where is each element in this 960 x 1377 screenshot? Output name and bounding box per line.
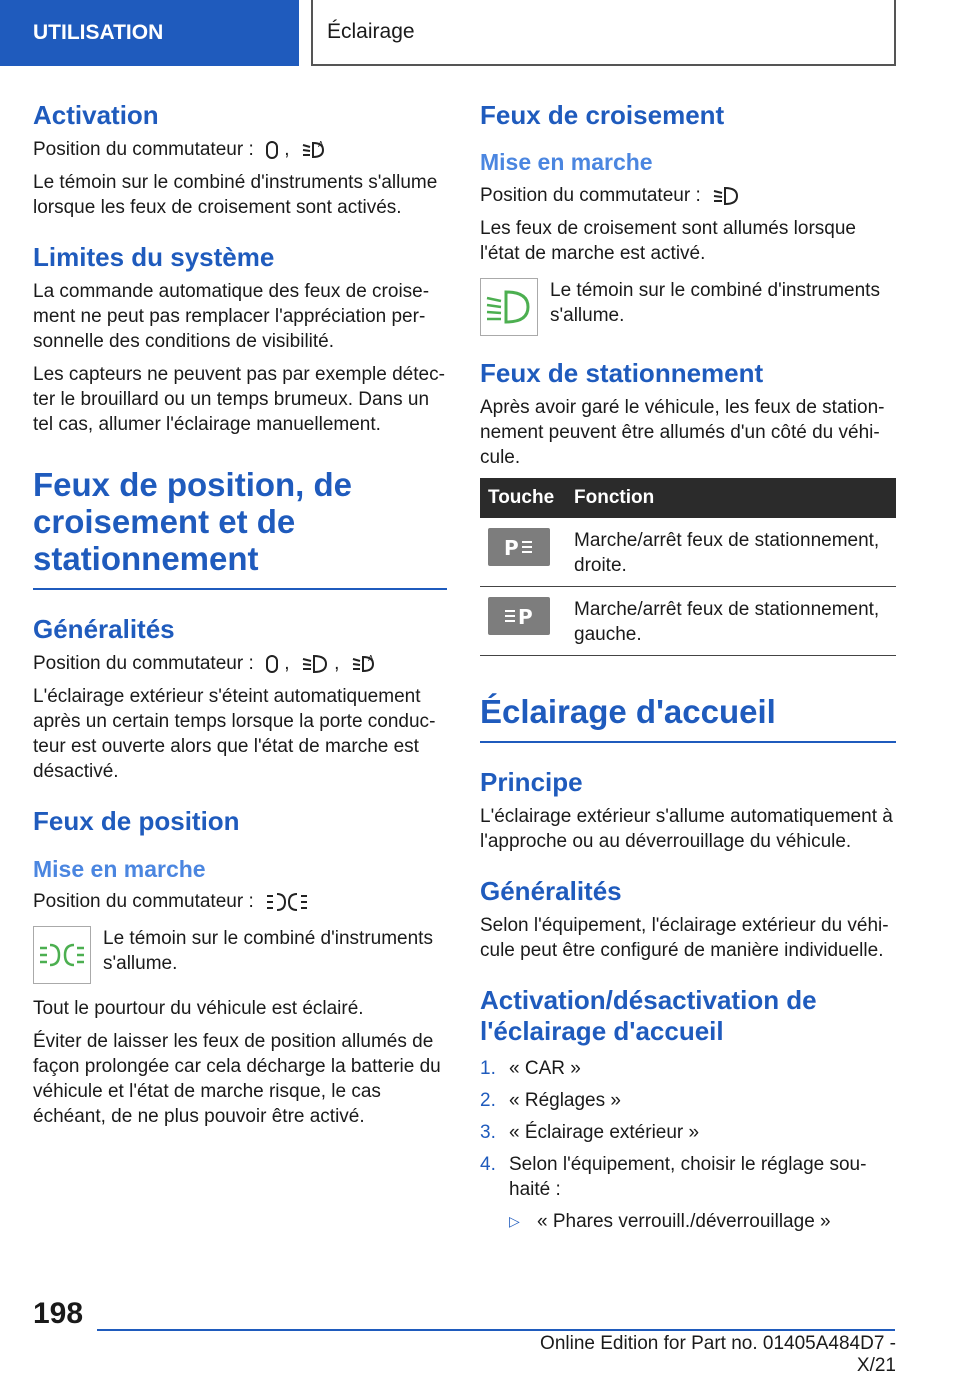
- limits-text-1: La commande automatique des feux de croisement ne peut pas remplacer l'appréciation personnelle des conditions de visibilité.: [33, 281, 430, 353]
- list-item: 1. « CAR »: [480, 1057, 581, 1079]
- triangle-bullet-icon: ▷: [509, 1212, 520, 1229]
- parking-title: Feux de stationnement: [480, 357, 764, 388]
- position-indicator-text: Le témoin sur le combiné d'instruments s'allume.: [103, 928, 433, 975]
- limits-text-2: Les capteurs ne peuvent pas par exemple détecter le brouillard ou un temps brumeux. Dans un tel cas, allumer l'éclairage manuellement.: [33, 364, 445, 436]
- welcome-heading-wrap: [480, 694, 896, 743]
- principle-text: L'éclairage extérieur s'allume automatiquement à l'approche ou au déverrouillage du véhicule.: [480, 806, 893, 853]
- general-switch-line: Position du commutateur : , , A: [33, 651, 447, 676]
- main-heading-wrap: [33, 467, 447, 590]
- main-heading: Feux de position, de croisement et de stationnement: [33, 466, 353, 578]
- low-beam-indicator-icon: [480, 278, 538, 336]
- lowbeam-indicator-text: Le témoin sur le combiné d'instruments s'allume.: [550, 279, 880, 326]
- table-row: [480, 518, 896, 587]
- svg-text:P: P: [504, 535, 519, 558]
- welcome-general-title: Généralités: [480, 876, 622, 907]
- position-switch-line: Position du commutateur :: [33, 889, 447, 914]
- lowbeam-text: Les feux de croisement sont allumés lorsque l'état de marche est activé.: [480, 217, 856, 264]
- principle-section: [480, 767, 896, 854]
- footer-edition: Online Edition for Part no. 01405A484D7 - X/21: [540, 1333, 896, 1376]
- left-column: [33, 100, 447, 1151]
- general-section: [33, 614, 447, 784]
- section-tab: UTILISATION: [0, 0, 299, 66]
- welcome-heading: Éclairage d'accueil: [480, 692, 776, 730]
- list-item: 3. « Éclairage extérieur »: [480, 1121, 700, 1143]
- switch-off-icon: [265, 140, 279, 160]
- position-section: [33, 806, 447, 1129]
- table-header-function: Fonction: [566, 478, 896, 518]
- parking-light-right-button-icon: [488, 528, 550, 566]
- lowbeam-switch-line: Position du commutateur :: [480, 183, 896, 208]
- switch-parking-light-icon: [265, 891, 309, 913]
- footer-divider: [97, 1329, 895, 1331]
- table-header-row: [480, 478, 896, 518]
- welcome-general-section: [480, 876, 896, 963]
- lowbeam-indicator-note: [480, 278, 896, 336]
- lowbeam-subtitle: Mise en marche: [480, 149, 653, 176]
- limits-title: Limites du système: [33, 242, 275, 273]
- limits-section: [33, 242, 447, 437]
- switch-low-beam-icon: [301, 653, 329, 675]
- position-indicator-note: [33, 926, 447, 984]
- position-subtitle: Mise en marche: [33, 855, 206, 882]
- parking-section: [480, 358, 896, 656]
- activation-text: Le témoin sur le combiné d'instruments s'allume lorsque les feux de croisement sont activés.: [33, 172, 438, 219]
- lowbeam-section: [480, 100, 896, 336]
- welcome-general-text: Selon l'équipement, l'éclairage extérieur du véhicule peut être configuré de manière individuelle.: [480, 915, 889, 962]
- welcome-activation-title: Activation/désactivation de l'éclairage d'accueil: [480, 985, 817, 1047]
- steps-list: [480, 1056, 896, 1202]
- principle-title: Principe: [480, 766, 583, 797]
- general-text: L'éclairage extérieur s'éteint automatiquement après un certain temps lorsque la porte conducteur est ouverte alors que l'état de marche est désactivé.: [33, 686, 436, 783]
- lowbeam-title: Feux de croisement: [480, 100, 725, 130]
- svg-text:A: A: [367, 654, 374, 664]
- parking-light-indicator-icon: [33, 926, 91, 984]
- svg-text:P: P: [518, 604, 533, 627]
- chapter-title: Éclairage: [311, 0, 896, 66]
- table-row: [480, 586, 896, 655]
- table-header-key: Touche: [480, 478, 566, 518]
- position-title: Feux de position: [33, 806, 240, 837]
- position-text-2: Éviter de laisser les feux de position allumés de façon prolongée car cela décharge la batterie du véhicule et l'état de marche risque, le cas échéant, de ne plus pouvoir être activé.: [33, 1031, 441, 1128]
- page-number: 198: [33, 1297, 84, 1330]
- activation-switch-line: Position du commutateur : , A: [33, 137, 447, 162]
- welcome-activation-section: [480, 985, 896, 1233]
- activation-section: [33, 100, 447, 220]
- list-item: 2. « Réglages »: [480, 1089, 621, 1111]
- table-cell-function: Marche/arrêt feux de stationnement, gauche.: [566, 586, 896, 655]
- activation-title: Activation: [33, 100, 159, 130]
- switch-off-icon: [265, 654, 279, 674]
- table-cell-function: Marche/arrêt feux de stationnement, droite.: [566, 518, 896, 587]
- svg-text:A: A: [317, 140, 324, 150]
- switch-auto-light-icon: [301, 139, 327, 161]
- list-item: 4. Selon l'équipement, choisir le réglage souhaité :: [480, 1153, 867, 1200]
- parking-text: Après avoir garé le véhicule, les feux de stationnement peuvent être allumés d'un côté du véhicule.: [480, 396, 885, 468]
- sub-list-item: ▷ « Phares verrouill./déverrouillage »: [509, 1210, 831, 1232]
- parking-table: [480, 478, 896, 656]
- right-column: [480, 100, 896, 1256]
- general-title: Généralités: [33, 614, 175, 645]
- switch-auto-light-icon: [351, 653, 377, 675]
- parking-light-left-button-icon: [488, 597, 550, 635]
- switch-low-beam-icon: [712, 185, 740, 207]
- position-text-1: Tout le pourtour du véhicule est éclairé.: [33, 998, 364, 1020]
